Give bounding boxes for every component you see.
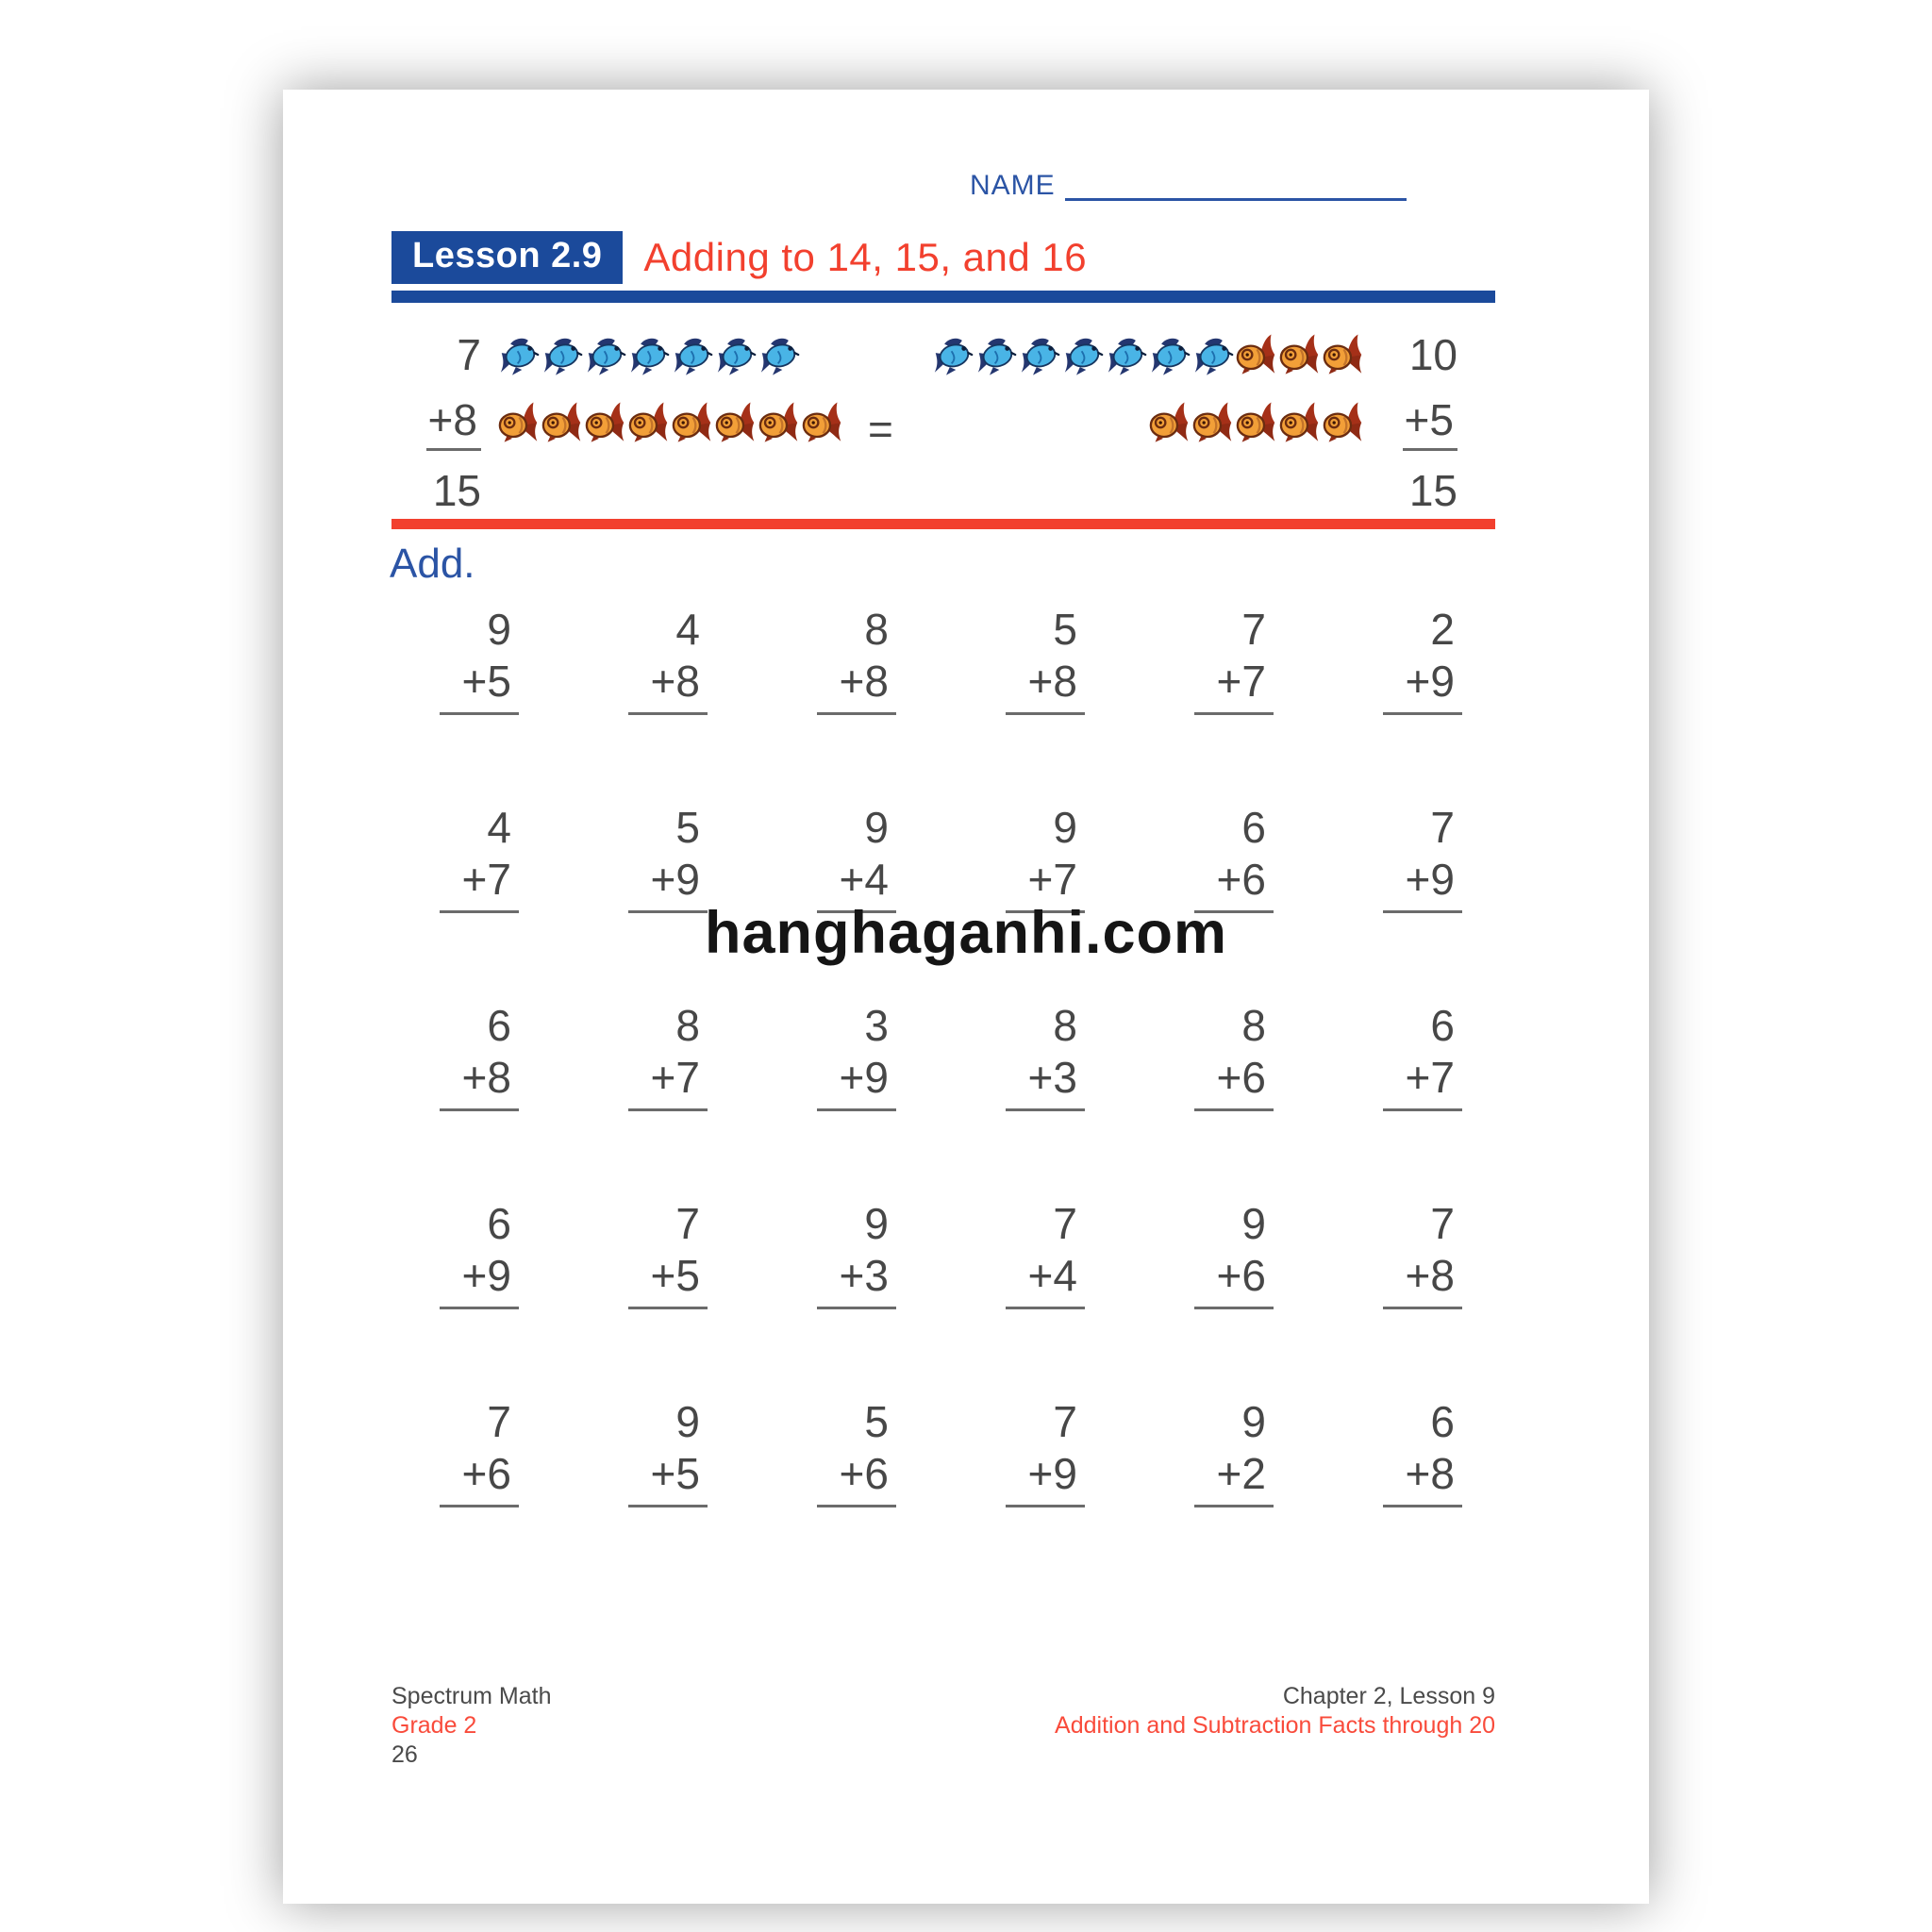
example-left-sum: 15 [432,466,481,515]
problem-cell [896,1198,1085,1396]
lesson-badge: Lesson 2.9 [391,231,623,284]
footer-section: Addition and Subtraction Facts through 20 [1055,1712,1495,1739]
problem-top-number: 5 [864,1397,889,1446]
problem-addend: +5 [628,1250,708,1309]
problem-top-number: 4 [487,803,511,852]
worksheet-page [283,90,1649,1904]
problem-addend: +9 [440,1250,519,1309]
lesson-header [391,231,1087,284]
example-left-fish [498,321,844,525]
problem-cell [330,1000,519,1198]
example-left-addend: +8 [406,389,481,457]
example-section [391,321,1495,525]
blue-fish-icon [1019,330,1061,379]
addition-problem [440,1396,519,1507]
problem-cell [519,1198,708,1396]
orange-fish-icon [758,398,801,447]
problem-addend: +3 [817,1250,896,1309]
example-right-numbers [1382,321,1457,525]
addition-problem [628,1000,708,1111]
example-right-problem [939,321,1457,525]
problem-top-number: 2 [1430,605,1455,654]
problem-addend: +4 [817,854,896,913]
problem-addend: +7 [628,1052,708,1111]
problem-top-number: 9 [864,803,889,852]
problem-top-number: 6 [487,1199,511,1248]
addition-problem [628,802,708,913]
problem-cell [519,802,708,1000]
addition-problem [628,1396,708,1507]
orange-fish-icon [498,398,541,447]
addition-problem [440,604,519,715]
problem-cell [519,1000,708,1198]
problem-cell [1085,604,1274,802]
addition-problem [1194,1198,1274,1309]
orange-fish-icon [585,398,627,447]
addition-problem [1383,1000,1462,1111]
orange-fish-icon [1279,398,1322,447]
problem-addend: +8 [440,1052,519,1111]
example-right-addend: +5 [1382,389,1457,457]
problem-top-number: 7 [1053,1397,1077,1446]
name-field-row [970,171,1407,201]
problem-addend: +7 [1194,656,1274,715]
addition-problem [817,1000,896,1111]
problem-top-number: 7 [1241,605,1266,654]
orange-fish-icon [1323,398,1365,447]
name-label: NAME [970,170,1056,201]
blue-fish-icon [628,330,671,379]
orange-fish-icon [1236,330,1278,379]
problem-top-number: 8 [1053,1001,1077,1050]
blue-fish-icon [672,330,714,379]
equals-sign: = [868,405,893,454]
addition-problem [817,1396,896,1507]
problem-top-number: 7 [675,1199,700,1248]
example-left-numbers [406,321,481,525]
problem-cell [896,1396,1085,1594]
addition-problem [1383,1396,1462,1507]
orange-fish-icon [1192,398,1235,447]
problem-cell [1085,1000,1274,1198]
addition-problem [1194,1396,1274,1507]
example-left-top-number: 7 [457,330,481,379]
problem-cell [708,604,896,802]
problem-addend: +8 [1383,1448,1462,1507]
problem-addend: +7 [440,854,519,913]
problem-top-number: 6 [1430,1001,1455,1050]
problem-top-number: 6 [1241,803,1266,852]
addition-problem [440,1000,519,1111]
addition-problem [1006,1198,1085,1309]
addition-problem [817,604,896,715]
footer-grade: Grade 2 [391,1712,477,1739]
problem-addend: +4 [1006,1250,1085,1309]
blue-fish-icon [541,330,584,379]
problem-addend: +9 [1006,1448,1085,1507]
problem-top-number: 6 [1430,1397,1455,1446]
addition-problem [628,1198,708,1309]
addition-problem [1383,1198,1462,1309]
problem-addend: +9 [817,1052,896,1111]
section-divider-rule [391,519,1495,529]
problem-addend: +6 [1194,1052,1274,1111]
problem-addend: +8 [1006,656,1085,715]
problem-addend: +8 [628,656,708,715]
addition-problem [1006,802,1085,913]
orange-fish-icon [1323,330,1365,379]
name-blank-line [1065,172,1407,201]
addition-problem [1194,604,1274,715]
problem-top-number: 9 [1241,1199,1266,1248]
problem-cell [896,604,1085,802]
problem-top-number: 4 [675,605,700,654]
problem-top-number: 9 [487,605,511,654]
blue-fish-icon [715,330,758,379]
add-instruction: Add. [390,541,475,587]
problem-cell [708,1396,896,1594]
problem-top-number: 7 [487,1397,511,1446]
fish-row [939,321,1365,389]
problem-addend: +3 [1006,1052,1085,1111]
problem-cell [708,1000,896,1198]
problem-cell [1085,1396,1274,1594]
problem-addend: +9 [1383,854,1462,913]
problem-top-number: 8 [864,605,889,654]
addition-problem [1194,1000,1274,1111]
blue-fish-icon [585,330,627,379]
problem-addend: +9 [1383,656,1462,715]
orange-fish-icon [541,398,584,447]
problem-cell [330,1396,519,1594]
problem-top-number: 7 [1430,1199,1455,1248]
footer-left [391,1682,552,1770]
blue-fish-icon [932,330,974,379]
problem-addend: +6 [440,1448,519,1507]
problem-top-number: 3 [864,1001,889,1050]
footer-right [1055,1682,1495,1740]
footer-page-number: 26 [391,1741,418,1768]
problem-top-number: 8 [1241,1001,1266,1050]
problem-addend: +7 [1006,854,1085,913]
problem-top-number: 9 [675,1397,700,1446]
problem-cell [330,1198,519,1396]
blue-fish-icon [975,330,1018,379]
problem-addend: +2 [1194,1448,1274,1507]
header-rule [391,291,1495,303]
problem-addend: +9 [628,854,708,913]
problem-cell [708,1198,896,1396]
fish-row [498,389,844,457]
addition-problem [817,802,896,913]
problem-cell [1274,1000,1462,1198]
footer-series: Spectrum Math [391,1683,552,1709]
problem-cell [330,802,519,1000]
example-right-sum: 15 [1408,466,1457,515]
problem-top-number: 6 [487,1001,511,1050]
example-right-fish [939,321,1365,525]
watermark-text: hanghaganhi.com [704,900,1228,966]
problem-cell [1274,1198,1462,1396]
problem-top-number: 7 [1053,1199,1077,1248]
addition-problem [1383,802,1462,913]
fish-row [498,321,844,389]
problem-addend: +5 [440,656,519,715]
orange-fish-icon [672,398,714,447]
blue-fish-icon [498,330,541,379]
addition-problem [1006,1000,1085,1111]
problem-addend: +6 [817,1448,896,1507]
problem-addend: +6 [1194,854,1274,913]
problem-top-number: 9 [1053,803,1077,852]
orange-fish-icon [1149,398,1191,447]
blue-fish-icon [1149,330,1191,379]
problem-addend: +8 [1383,1250,1462,1309]
problem-cell [1274,604,1462,802]
blue-fish-icon [758,330,801,379]
problem-addend: +5 [628,1448,708,1507]
addition-problem [1006,604,1085,715]
orange-fish-icon [802,398,844,447]
problem-cell [519,604,708,802]
problem-addend: +7 [1383,1052,1462,1111]
addition-problem [628,604,708,715]
addition-problem [817,1198,896,1309]
example-left-problem [406,321,844,525]
problem-addend: +8 [817,656,896,715]
problem-top-number: 5 [1053,605,1077,654]
orange-fish-icon [715,398,758,447]
orange-fish-icon [628,398,671,447]
problem-top-number: 9 [864,1199,889,1248]
addition-problem [440,1198,519,1309]
problems-grid [330,604,1462,1594]
problem-addend: +6 [1194,1250,1274,1309]
addition-problem [1383,604,1462,715]
problem-top-number: 7 [1430,803,1455,852]
lesson-title: Adding to 14, 15, and 16 [643,235,1088,279]
problem-top-number: 5 [675,803,700,852]
blue-fish-icon [1192,330,1235,379]
addition-problem [1194,802,1274,913]
problem-cell [1274,802,1462,1000]
problem-cell [519,1396,708,1594]
problem-cell [330,604,519,802]
blue-fish-icon [1106,330,1148,379]
problem-top-number: 9 [1241,1397,1266,1446]
addition-problem [1006,1396,1085,1507]
orange-fish-icon [1236,398,1278,447]
addition-problem [440,802,519,913]
problem-cell [1085,1198,1274,1396]
footer-chapter: Chapter 2, Lesson 9 [1282,1683,1495,1709]
fish-row [939,389,1365,457]
example-right-top-number: 10 [1408,330,1457,379]
problem-top-number: 8 [675,1001,700,1050]
problem-cell [896,1000,1085,1198]
blue-fish-icon [1062,330,1105,379]
problem-cell [1274,1396,1462,1594]
orange-fish-icon [1279,330,1322,379]
